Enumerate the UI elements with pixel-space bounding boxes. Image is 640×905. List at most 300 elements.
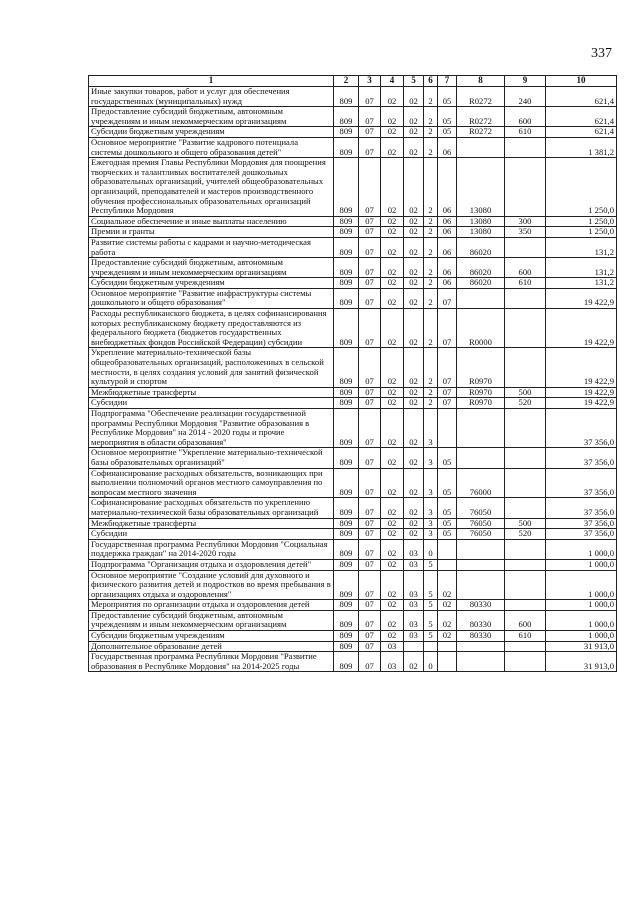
cell-program: 02 (404, 652, 424, 672)
cell-ministry: 809 (334, 127, 359, 138)
cell-subprogram: 3 (424, 409, 438, 448)
cell-program: 02 (404, 348, 424, 387)
cell-subsection: 02 (381, 227, 404, 238)
cell-direction (457, 288, 505, 308)
cell-expense-type (505, 559, 546, 570)
cell-name: Подпрограмма "Обеспечение реализации государственной программы Республики Мордовия "Развитие образования в Республике Мордовия" на 2014 - 2020 годы и прочие мероприятия в области образования" (89, 409, 334, 448)
cell-program: 02 (404, 409, 424, 448)
cell-expense-type: 300 (505, 216, 546, 227)
cell-section: 07 (359, 610, 381, 630)
cell-subprogram: 3 (424, 529, 438, 540)
cell-subsection: 02 (381, 468, 404, 498)
header-col-4: 4 (381, 76, 404, 87)
cell-subprogram (424, 641, 438, 652)
cell-expense-type (505, 539, 546, 559)
cell-name: Предоставление субсидий бюджетным, автономным учреждениям и иным некоммерческим организациям (89, 610, 334, 630)
cell-ministry: 809 (334, 559, 359, 570)
cell-subsection: 02 (381, 107, 404, 127)
cell-program: 03 (404, 559, 424, 570)
cell-program: 02 (404, 237, 424, 257)
cell-direction: 76000 (457, 468, 505, 498)
cell-amount: 621,4 (546, 127, 617, 138)
table-row (89, 600, 617, 611)
cell-subsection: 02 (381, 498, 404, 518)
cell-subprogram: 2 (424, 309, 438, 348)
cell-amount: 37 356,0 (546, 529, 617, 540)
cell-subsection: 02 (381, 539, 404, 559)
cell-activity: 05 (438, 127, 457, 138)
cell-direction (457, 641, 505, 652)
cell-name: Укрепление материально-технической базы общеобразовательных организаций, расположенных в сельской местности, в целях создания условий для занятий физической культурой и спортом (89, 348, 334, 387)
cell-activity: 06 (438, 227, 457, 238)
cell-section: 07 (359, 227, 381, 238)
cell-subprogram: 3 (424, 448, 438, 468)
cell-subsection: 02 (381, 529, 404, 540)
cell-ministry: 809 (334, 258, 359, 278)
cell-subprogram: 2 (424, 278, 438, 289)
header-col-10: 10 (546, 76, 617, 87)
cell-section: 07 (359, 652, 381, 672)
cell-activity: 05 (438, 518, 457, 529)
cell-direction: 86020 (457, 278, 505, 289)
cell-name: Софинансирование расходных обязательств по укреплению материально-технической базы образовательных организаций (89, 498, 334, 518)
cell-direction: 13080 (457, 227, 505, 238)
table-row (89, 570, 617, 600)
cell-name: Межбюджетные трансферты (89, 518, 334, 529)
cell-ministry: 809 (334, 137, 359, 157)
cell-amount: 19 422,9 (546, 387, 617, 398)
cell-activity (438, 539, 457, 559)
table-row (89, 409, 617, 448)
cell-section: 07 (359, 387, 381, 398)
cell-direction: R0000 (457, 309, 505, 348)
cell-subsection: 02 (381, 448, 404, 468)
cell-subprogram: 5 (424, 570, 438, 600)
cell-name: Ежегодная премия Главы Республики Мордовия для поощрения творческих и талантливых воспитателей дошкольных образовательных организаций, учителей общеобразовательных организаций, преподавателей и мастеров производственного обучения профессиональных образовательных организаций Республики Мордовия (89, 158, 334, 217)
header-col-7: 7 (438, 76, 457, 87)
cell-program: 03 (404, 539, 424, 559)
cell-name: Субсидии бюджетным учреждениям (89, 278, 334, 289)
cell-expense-type (505, 498, 546, 518)
cell-amount: 1 000,0 (546, 570, 617, 600)
cell-activity: 05 (438, 529, 457, 540)
cell-name: Основное мероприятие "Создание условий для духовного и физического развития детей и подростков во время пребывания в организациях отдыха и оздоровления" (89, 570, 334, 600)
budget-table (88, 75, 617, 672)
cell-subprogram: 2 (424, 107, 438, 127)
table-row (89, 288, 617, 308)
cell-expense-type (505, 309, 546, 348)
cell-ministry: 809 (334, 216, 359, 227)
table-row (89, 137, 617, 157)
cell-ministry: 809 (334, 278, 359, 289)
cell-expense-type (505, 652, 546, 672)
table-row (89, 631, 617, 642)
cell-amount: 19 422,9 (546, 309, 617, 348)
cell-ministry: 809 (334, 641, 359, 652)
cell-section: 07 (359, 237, 381, 257)
cell-activity: 07 (438, 398, 457, 409)
cell-program: 02 (404, 448, 424, 468)
cell-amount: 1 250,0 (546, 227, 617, 238)
cell-activity: 07 (438, 288, 457, 308)
cell-expense-type (505, 137, 546, 157)
table-row (89, 237, 617, 257)
cell-direction: R0970 (457, 387, 505, 398)
cell-subprogram: 2 (424, 237, 438, 257)
cell-subsection: 03 (381, 641, 404, 652)
cell-direction (457, 539, 505, 559)
cell-subprogram: 2 (424, 87, 438, 107)
cell-name: Иные закупки товаров, работ и услуг для обеспечения государственных (муниципальных) нужд (89, 87, 334, 107)
table-row (89, 87, 617, 107)
cell-program (404, 641, 424, 652)
cell-subprogram: 5 (424, 600, 438, 611)
table-row (89, 468, 617, 498)
cell-subsection: 02 (381, 610, 404, 630)
cell-expense-type: 500 (505, 387, 546, 398)
cell-activity: 06 (438, 278, 457, 289)
cell-activity: 02 (438, 600, 457, 611)
cell-activity: 07 (438, 387, 457, 398)
cell-activity (438, 559, 457, 570)
cell-ministry: 809 (334, 158, 359, 217)
cell-name: Субсидии (89, 529, 334, 540)
cell-program: 02 (404, 398, 424, 409)
cell-activity (438, 652, 457, 672)
cell-expense-type: 600 (505, 107, 546, 127)
page-number: 337 (591, 46, 612, 61)
cell-expense-type: 520 (505, 529, 546, 540)
cell-amount: 1 000,0 (546, 539, 617, 559)
cell-subprogram: 3 (424, 498, 438, 518)
header-col-8: 8 (457, 76, 505, 87)
cell-subprogram: 2 (424, 288, 438, 308)
cell-amount: 131,2 (546, 278, 617, 289)
table-row (89, 539, 617, 559)
cell-direction (457, 448, 505, 468)
cell-ministry: 809 (334, 237, 359, 257)
cell-amount: 1 000,0 (546, 600, 617, 611)
cell-expense-type (505, 448, 546, 468)
table-row (89, 158, 617, 217)
cell-ministry: 809 (334, 387, 359, 398)
cell-section: 07 (359, 398, 381, 409)
cell-subprogram: 2 (424, 398, 438, 409)
cell-program: 02 (404, 216, 424, 227)
cell-program: 02 (404, 288, 424, 308)
cell-subsection: 02 (381, 559, 404, 570)
cell-amount: 37 356,0 (546, 468, 617, 498)
cell-ministry: 809 (334, 448, 359, 468)
cell-activity: 05 (438, 107, 457, 127)
cell-name: Развитие системы работы с кадрами и научно-методическая работа (89, 237, 334, 257)
table-row (89, 518, 617, 529)
header-col-5: 5 (404, 76, 424, 87)
cell-ministry: 809 (334, 518, 359, 529)
cell-amount: 621,4 (546, 107, 617, 127)
cell-subsection: 02 (381, 387, 404, 398)
cell-name: Премии и гранты (89, 227, 334, 238)
cell-ministry: 809 (334, 570, 359, 600)
cell-subprogram: 2 (424, 137, 438, 157)
cell-expense-type (505, 158, 546, 217)
cell-amount: 31 913,0 (546, 641, 617, 652)
cell-section: 07 (359, 288, 381, 308)
cell-name: Дополнительное образование детей (89, 641, 334, 652)
cell-direction: 80330 (457, 631, 505, 642)
cell-amount: 1 250,0 (546, 216, 617, 227)
cell-program: 02 (404, 529, 424, 540)
cell-activity: 07 (438, 309, 457, 348)
cell-section: 07 (359, 631, 381, 642)
table-header (89, 76, 617, 87)
cell-direction (457, 652, 505, 672)
cell-activity (438, 409, 457, 448)
cell-program: 02 (404, 309, 424, 348)
cell-section: 07 (359, 498, 381, 518)
cell-subsection: 02 (381, 278, 404, 289)
cell-subprogram: 2 (424, 127, 438, 138)
cell-amount: 37 356,0 (546, 518, 617, 529)
table-body (89, 87, 617, 672)
cell-amount: 37 356,0 (546, 409, 617, 448)
cell-program: 02 (404, 87, 424, 107)
cell-expense-type: 610 (505, 278, 546, 289)
cell-direction: 13080 (457, 158, 505, 217)
cell-ministry: 809 (334, 288, 359, 308)
cell-subprogram: 5 (424, 610, 438, 630)
cell-expense-type: 240 (505, 87, 546, 107)
cell-program: 03 (404, 570, 424, 600)
cell-name: Межбюджетные трансферты (89, 387, 334, 398)
cell-amount: 621,4 (546, 87, 617, 107)
cell-amount: 1 250,0 (546, 158, 617, 217)
cell-section: 07 (359, 448, 381, 468)
cell-ministry: 809 (334, 600, 359, 611)
cell-subsection: 02 (381, 216, 404, 227)
cell-direction (457, 559, 505, 570)
cell-subsection: 02 (381, 518, 404, 529)
cell-subprogram: 2 (424, 216, 438, 227)
cell-subprogram: 3 (424, 518, 438, 529)
cell-expense-type (505, 570, 546, 600)
cell-name: Государственная программа Республики Мордовия "Социальная поддержка граждан" на 2014-2020 годы (89, 539, 334, 559)
cell-program: 02 (404, 278, 424, 289)
cell-ministry: 809 (334, 227, 359, 238)
cell-activity: 02 (438, 610, 457, 630)
table-row (89, 258, 617, 278)
cell-ministry: 809 (334, 631, 359, 642)
cell-expense-type: 610 (505, 127, 546, 138)
cell-activity: 06 (438, 237, 457, 257)
cell-ministry: 809 (334, 348, 359, 387)
header-col-2: 2 (334, 76, 359, 87)
cell-name: Основное мероприятие "Укрепление материально-технической базы образовательных организаций" (89, 448, 334, 468)
cell-subsection: 02 (381, 309, 404, 348)
cell-amount: 1 000,0 (546, 610, 617, 630)
cell-expense-type: 600 (505, 258, 546, 278)
cell-section: 07 (359, 87, 381, 107)
cell-name: Субсидии бюджетным учреждениям (89, 127, 334, 138)
cell-direction: 86020 (457, 237, 505, 257)
cell-amount: 131,2 (546, 258, 617, 278)
cell-ministry: 809 (334, 107, 359, 127)
cell-direction: R0272 (457, 127, 505, 138)
cell-program: 02 (404, 468, 424, 498)
cell-subprogram: 5 (424, 631, 438, 642)
cell-name: Основное мероприятие "Развитие кадрового потенциала системы дошкольного и общего образования детей" (89, 137, 334, 157)
cell-subsection: 02 (381, 570, 404, 600)
cell-section: 07 (359, 158, 381, 217)
cell-amount: 1 000,0 (546, 631, 617, 642)
table-row (89, 127, 617, 138)
cell-expense-type (505, 288, 546, 308)
cell-program: 02 (404, 127, 424, 138)
cell-program: 02 (404, 107, 424, 127)
cell-subsection: 02 (381, 87, 404, 107)
cell-activity: 05 (438, 448, 457, 468)
cell-program: 02 (404, 227, 424, 238)
cell-ministry: 809 (334, 529, 359, 540)
cell-subprogram: 2 (424, 387, 438, 398)
cell-activity: 05 (438, 468, 457, 498)
cell-expense-type: 600 (505, 610, 546, 630)
cell-amount: 31 913,0 (546, 652, 617, 672)
cell-program: 02 (404, 137, 424, 157)
cell-activity: 05 (438, 498, 457, 518)
cell-section: 07 (359, 559, 381, 570)
cell-section: 07 (359, 216, 381, 227)
cell-subsection: 03 (381, 652, 404, 672)
cell-subprogram: 5 (424, 559, 438, 570)
cell-expense-type (505, 641, 546, 652)
cell-program: 03 (404, 631, 424, 642)
cell-subsection: 02 (381, 158, 404, 217)
table-row (89, 398, 617, 409)
cell-subsection: 02 (381, 631, 404, 642)
cell-section: 07 (359, 107, 381, 127)
cell-direction: R0970 (457, 348, 505, 387)
cell-subsection: 02 (381, 127, 404, 138)
table-row (89, 498, 617, 518)
table-row (89, 309, 617, 348)
cell-ministry: 809 (334, 87, 359, 107)
cell-section: 07 (359, 127, 381, 138)
cell-subsection: 02 (381, 600, 404, 611)
cell-activity: 06 (438, 158, 457, 217)
cell-program: 02 (404, 518, 424, 529)
cell-activity: 02 (438, 631, 457, 642)
table-row (89, 529, 617, 540)
cell-ministry: 809 (334, 398, 359, 409)
header-col-1: 1 (89, 76, 334, 87)
table-row (89, 652, 617, 672)
cell-name: Субсидии бюджетным учреждениям (89, 631, 334, 642)
cell-ministry: 809 (334, 498, 359, 518)
cell-direction: 76050 (457, 498, 505, 518)
cell-section: 07 (359, 518, 381, 529)
table-row (89, 559, 617, 570)
cell-direction: R0272 (457, 107, 505, 127)
header-col-3: 3 (359, 76, 381, 87)
cell-ministry: 809 (334, 539, 359, 559)
cell-name: Софинансирование расходных обязательств, возникающих при выполнении полномочий органов местного самоуправления по вопросам местного значения (89, 468, 334, 498)
cell-subprogram: 2 (424, 258, 438, 278)
table-row (89, 348, 617, 387)
cell-direction (457, 137, 505, 157)
cell-direction: R0272 (457, 87, 505, 107)
cell-section: 07 (359, 258, 381, 278)
cell-section: 07 (359, 137, 381, 157)
cell-amount: 1 381,2 (546, 137, 617, 157)
cell-expense-type: 500 (505, 518, 546, 529)
cell-subsection: 02 (381, 237, 404, 257)
cell-ministry: 809 (334, 309, 359, 348)
cell-expense-type: 610 (505, 631, 546, 642)
cell-ministry: 809 (334, 610, 359, 630)
table-row (89, 387, 617, 398)
table-row (89, 641, 617, 652)
cell-program: 02 (404, 258, 424, 278)
cell-program: 02 (404, 498, 424, 518)
cell-name: Расходы республиканского бюджета, в целях софинансирования которых республиканскому бюджету предоставляются из федерального бюджета (бюджетов государственных внебюджетных фондов Российской Федерации) субсидии (89, 309, 334, 348)
cell-amount: 37 356,0 (546, 498, 617, 518)
cell-amount: 37 356,0 (546, 448, 617, 468)
cell-subsection: 02 (381, 288, 404, 308)
header-col-6: 6 (424, 76, 438, 87)
cell-amount: 19 422,9 (546, 348, 617, 387)
cell-direction: 80330 (457, 610, 505, 630)
cell-section: 07 (359, 539, 381, 559)
cell-section: 07 (359, 570, 381, 600)
table-row (89, 610, 617, 630)
cell-subprogram: 0 (424, 539, 438, 559)
cell-name: Мероприятия по организации отдыха и оздоровления детей (89, 600, 334, 611)
cell-subsection: 02 (381, 409, 404, 448)
cell-direction: 76050 (457, 518, 505, 529)
cell-direction: 86020 (457, 258, 505, 278)
cell-ministry: 809 (334, 468, 359, 498)
cell-direction: 76050 (457, 529, 505, 540)
header-row (89, 76, 617, 87)
cell-subprogram: 2 (424, 348, 438, 387)
cell-activity: 02 (438, 570, 457, 600)
table-row (89, 227, 617, 238)
cell-name: Подпрограмма "Организация отдыха и оздоровления детей" (89, 559, 334, 570)
cell-section: 07 (359, 641, 381, 652)
cell-subsection: 02 (381, 137, 404, 157)
cell-subprogram: 2 (424, 227, 438, 238)
cell-activity: 05 (438, 87, 457, 107)
cell-name: Предоставление субсидий бюджетным, автономным учреждениям и иным некоммерческим организациям (89, 107, 334, 127)
table-row (89, 278, 617, 289)
cell-ministry: 809 (334, 409, 359, 448)
cell-subprogram: 0 (424, 652, 438, 672)
cell-program: 03 (404, 610, 424, 630)
cell-section: 07 (359, 409, 381, 448)
cell-expense-type (505, 409, 546, 448)
cell-name: Предоставление субсидий бюджетным, автономным учреждениям и иным некоммерческим организациям (89, 258, 334, 278)
cell-section: 07 (359, 468, 381, 498)
cell-activity: 06 (438, 137, 457, 157)
cell-direction: 13080 (457, 216, 505, 227)
cell-activity: 07 (438, 348, 457, 387)
cell-section: 07 (359, 529, 381, 540)
cell-name: Основное мероприятие "Развитие инфраструктуры системы дошкольного и общего образования" (89, 288, 334, 308)
cell-expense-type (505, 468, 546, 498)
cell-direction: R0970 (457, 398, 505, 409)
cell-subprogram: 2 (424, 158, 438, 217)
